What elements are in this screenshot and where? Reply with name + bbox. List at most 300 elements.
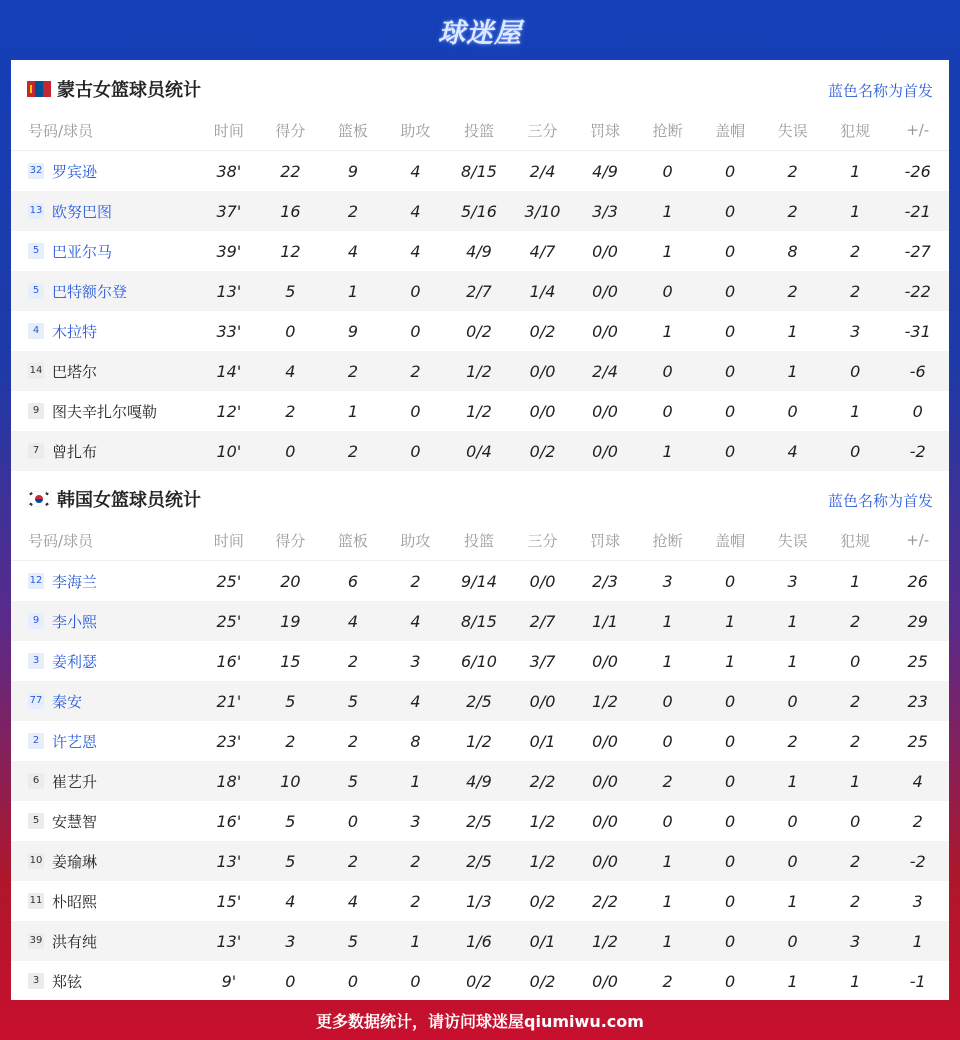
table-row (11, 601, 949, 641)
player-cell (11, 721, 199, 761)
stat-3p: 0/2 (511, 431, 574, 471)
player-cell (11, 801, 199, 841)
stat-time: 23' (216, 731, 242, 751)
stat-pts: 0 (285, 971, 296, 991)
stat-fg: 0/2 (466, 971, 492, 991)
stat-time: 13' (199, 921, 260, 961)
player-name[interactable]: 李海兰 (52, 572, 98, 591)
table-row (11, 881, 949, 921)
stat-tov: 1 (761, 761, 824, 801)
stat-reb: 2 (322, 431, 385, 471)
player-cell (11, 391, 199, 431)
stat-reb: 2 (322, 351, 385, 391)
stat-tov: 0 (761, 841, 824, 881)
jersey-number-badge: 9 (28, 613, 44, 629)
stat-3p: 1/2 (511, 841, 574, 881)
stat-reb: 4 (347, 241, 358, 261)
stat-reb: 1 (347, 401, 358, 421)
column-header-blk: 盖帽 (699, 110, 762, 151)
stat-ft: 1/2 (574, 681, 637, 721)
player-name[interactable]: 木拉特 (52, 322, 98, 341)
stat-reb: 2 (322, 841, 385, 881)
stat-stl: 1 (636, 921, 699, 961)
stat-fg: 1/3 (466, 891, 492, 911)
stat-ft: 0/0 (574, 761, 637, 801)
stat-tov: 0 (761, 921, 824, 961)
player-name: 巴塔尔 (52, 362, 98, 381)
column-header-stl: 抢断 (636, 110, 699, 151)
player-name: 郑铉 (52, 972, 83, 991)
stat-pf: 2 (824, 271, 887, 311)
stat-pm: -1 (909, 971, 926, 991)
player-cell (11, 681, 199, 721)
stat-fg: 2/5 (447, 681, 512, 721)
player-cell (11, 881, 199, 921)
stat-tov: 1 (761, 351, 824, 391)
stat-pm: 26 (907, 571, 928, 591)
stat-ast: 2 (384, 841, 447, 881)
korea-flag-icon (27, 491, 51, 507)
stat-time: 37' (199, 191, 260, 231)
table-row (11, 151, 949, 192)
player-name[interactable]: 李小熙 (52, 612, 98, 631)
stat-pm: -22 (886, 271, 949, 311)
stat-pm: 25 (907, 731, 928, 751)
stat-pm: -27 (904, 241, 931, 261)
stat-fg: 8/15 (461, 161, 497, 181)
stat-3p: 1/4 (511, 271, 574, 311)
column-header-pf: 犯规 (824, 110, 887, 151)
player-name[interactable]: 欧努巴图 (52, 202, 113, 221)
stat-pf: 1 (824, 761, 887, 801)
stat-tov: 0 (787, 811, 798, 831)
stat-ast: 4 (384, 681, 447, 721)
stat-blk: 0 (725, 161, 736, 181)
stat-fg: 0/2 (466, 321, 492, 341)
stat-tov: 4 (761, 431, 824, 471)
stat-reb: 5 (322, 761, 385, 801)
stat-pts: 5 (259, 681, 322, 721)
stat-time: 14' (199, 351, 260, 391)
player-cell (11, 431, 199, 471)
stat-ft: 0/0 (592, 731, 618, 751)
stat-pf: 1 (850, 161, 861, 181)
stat-ast: 3 (410, 811, 421, 831)
stat-tov: 1 (787, 651, 798, 671)
stat-stl: 0 (636, 271, 699, 311)
stat-pm: -6 (886, 351, 949, 391)
jersey-number-badge: 5 (28, 243, 44, 259)
player-cell (11, 191, 199, 231)
stat-3p: 0/2 (529, 321, 556, 341)
stat-ast: 3 (410, 651, 421, 671)
stat-ft: 1/1 (574, 601, 637, 641)
stat-fg: 2/5 (447, 841, 512, 881)
stat-reb: 1 (322, 271, 385, 311)
stat-stl: 0 (662, 731, 673, 751)
player-cell (11, 351, 199, 391)
stat-reb: 2 (347, 731, 358, 751)
stat-ft: 2/3 (592, 571, 618, 591)
stat-pts: 5 (259, 841, 322, 881)
stat-time: 12' (216, 401, 242, 421)
stat-reb: 5 (322, 681, 385, 721)
stat-3p: 2/7 (511, 601, 574, 641)
stat-3p: 0/1 (511, 921, 574, 961)
stat-pm: 25 (907, 651, 928, 671)
stat-ft: 0/0 (574, 271, 637, 311)
starter-note: 蓝色名称为首发 (827, 82, 933, 100)
stat-fg: 1/6 (447, 921, 512, 961)
jersey-number-badge: 3 (28, 653, 44, 669)
stat-pts: 0 (259, 431, 322, 471)
player-name[interactable]: 秦安 (52, 692, 83, 711)
stat-pf: 1 (824, 191, 887, 231)
stat-ast: 2 (384, 351, 447, 391)
stat-pm: 0 (912, 401, 923, 421)
stat-blk: 0 (725, 731, 736, 751)
stat-ft: 0/0 (592, 971, 618, 991)
stat-3p: 0/0 (529, 571, 556, 591)
stat-time: 25' (199, 601, 260, 641)
stat-tov: 1 (761, 601, 824, 641)
stat-time: 33' (216, 321, 242, 341)
stat-time: 13' (199, 841, 260, 881)
stat-tov: 1 (787, 971, 798, 991)
stat-stl: 0 (662, 811, 673, 831)
column-header-ft: 罚球 (574, 110, 637, 151)
player-cell (11, 961, 199, 1001)
stat-blk: 0 (725, 401, 736, 421)
team-title: 蒙古女篮球员统计 (57, 80, 201, 101)
stat-blk: 1 (725, 651, 736, 671)
mongolia-flag-icon (27, 81, 51, 97)
stat-reb: 6 (347, 571, 358, 591)
stat-ft: 0/0 (592, 401, 618, 421)
stat-fg: 0/4 (447, 431, 512, 471)
stats-panel (11, 60, 949, 1000)
stat-pf: 2 (850, 731, 861, 751)
stat-pf: 1 (850, 401, 861, 421)
stat-blk: 0 (699, 921, 762, 961)
player-name: 洪有纯 (52, 932, 98, 951)
player-cell (11, 561, 199, 602)
stat-ft: 0/0 (592, 811, 618, 831)
stat-pf: 2 (824, 841, 887, 881)
stat-fg: 2/7 (447, 271, 512, 311)
stat-blk: 0 (699, 191, 762, 231)
team-title: 韩国女篮球员统计 (57, 490, 201, 511)
stat-3p: 2/4 (529, 161, 556, 181)
column-header-fg: 投篮 (447, 520, 512, 561)
stat-3p: 0/0 (529, 401, 556, 421)
stat-fg: 5/16 (447, 191, 512, 231)
table-row (11, 561, 949, 602)
player-cell (11, 641, 199, 681)
column-header-tov: 失误 (761, 110, 824, 151)
stat-pm: -21 (886, 191, 949, 231)
table-row (11, 921, 949, 961)
stat-pm: 3 (912, 891, 923, 911)
table-row (11, 271, 949, 311)
jersey-number-badge: 5 (28, 283, 44, 299)
stat-pts: 5 (259, 271, 322, 311)
stat-3p: 0/1 (529, 731, 556, 751)
player-name: 安慧智 (52, 812, 98, 831)
stat-time: 9' (221, 971, 237, 991)
table-row (11, 391, 949, 431)
stat-pts: 4 (259, 351, 322, 391)
stat-fg: 4/9 (447, 761, 512, 801)
stat-fg: 1/2 (466, 401, 492, 421)
table-header-row (11, 520, 949, 561)
player-name[interactable]: 姜利瑟 (52, 652, 98, 671)
table-row (11, 681, 949, 721)
stat-time: 15' (216, 891, 242, 911)
stat-blk: 0 (725, 241, 736, 261)
jersey-number-badge: 3 (28, 973, 44, 989)
column-header-pts: 得分 (259, 520, 322, 561)
stat-ast: 4 (410, 161, 421, 181)
column-header-3p: 三分 (511, 110, 574, 151)
jersey-number-badge: 77 (28, 693, 44, 709)
stat-stl: 2 (636, 761, 699, 801)
jersey-number-badge: 11 (28, 893, 44, 909)
stat-pf: 1 (850, 971, 861, 991)
column-header-pf: 犯规 (824, 520, 887, 561)
stat-stl: 1 (662, 321, 673, 341)
stat-ast: 4 (410, 241, 421, 261)
stat-tov: 8 (787, 241, 798, 261)
stat-pf: 2 (850, 891, 861, 911)
player-name: 崔艺升 (52, 772, 98, 791)
stat-pts: 0 (285, 321, 296, 341)
jersey-number-badge: 5 (28, 813, 44, 829)
column-header-blk: 盖帽 (699, 520, 762, 561)
column-header-pm: +/- (886, 110, 949, 151)
stat-pf: 2 (850, 241, 861, 261)
stat-pm: 23 (886, 681, 949, 721)
stat-blk: 0 (699, 681, 762, 721)
stat-ft: 2/4 (574, 351, 637, 391)
table-row (11, 841, 949, 881)
table-row (11, 231, 949, 271)
stat-blk: 0 (699, 271, 762, 311)
player-cell (11, 841, 199, 881)
stat-tov: 1 (787, 891, 798, 911)
stat-blk: 0 (699, 841, 762, 881)
table-row (11, 641, 949, 681)
stat-ft: 4/9 (592, 161, 618, 181)
player-cell (11, 231, 199, 271)
column-header-reb: 篮板 (322, 520, 385, 561)
stat-stl: 1 (662, 651, 673, 671)
stat-ast: 8 (410, 731, 421, 751)
column-header-time: 时间 (199, 520, 260, 561)
stat-tov: 2 (761, 191, 824, 231)
stat-fg: 8/15 (447, 601, 512, 641)
stat-reb: 0 (347, 811, 358, 831)
column-header-ft: 罚球 (574, 520, 637, 561)
stat-fg: 4/9 (466, 241, 492, 261)
stat-pm: -31 (904, 321, 931, 341)
stat-ast: 0 (410, 971, 421, 991)
stat-pf: 0 (850, 651, 861, 671)
stat-ft: 0/0 (574, 841, 637, 881)
column-header-pm: +/- (886, 520, 949, 561)
stat-blk: 0 (725, 811, 736, 831)
stat-ast: 1 (384, 761, 447, 801)
jersey-number-badge: 7 (28, 443, 44, 459)
stat-pts: 12 (280, 241, 301, 261)
stat-stl: 1 (636, 431, 699, 471)
stat-time: 21' (199, 681, 260, 721)
stat-blk: 1 (699, 601, 762, 641)
stat-time: 16' (216, 651, 242, 671)
stat-pf: 3 (850, 321, 861, 341)
stat-fg: 9/14 (461, 571, 497, 591)
player-name: 曾扎布 (52, 442, 98, 461)
jersey-number-badge: 4 (28, 323, 44, 339)
brand-logo: 球迷屋 (438, 17, 522, 49)
stat-ast: 0 (384, 431, 447, 471)
column-header-player: 号码/球员 (11, 520, 199, 561)
stat-stl: 0 (636, 351, 699, 391)
stat-ft: 0/0 (592, 241, 618, 261)
table-header-row (11, 110, 949, 151)
stat-ast: 0 (410, 321, 421, 341)
player-name: 图夫辛扎尔嘎勒 (52, 402, 158, 421)
stat-ast: 1 (384, 921, 447, 961)
stat-stl: 3 (662, 571, 673, 591)
jersey-number-badge: 39 (28, 933, 44, 949)
player-cell (11, 921, 199, 961)
player-name: 朴昭熙 (52, 892, 98, 911)
stat-ft: 2/2 (592, 891, 618, 911)
stat-blk: 0 (699, 761, 762, 801)
stat-time: 25' (216, 571, 242, 591)
player-name[interactable]: 许艺恩 (52, 732, 98, 751)
stat-tov: 2 (787, 731, 798, 751)
stat-reb: 4 (322, 601, 385, 641)
stat-blk: 0 (725, 971, 736, 991)
player-name[interactable]: 巴亚尔马 (52, 242, 113, 261)
stat-fg: 1/2 (466, 731, 492, 751)
column-header-tov: 失误 (761, 520, 824, 561)
stat-tov: 0 (761, 681, 824, 721)
stat-reb: 0 (347, 971, 358, 991)
stat-ft: 0/0 (592, 321, 618, 341)
stat-stl: 2 (662, 971, 673, 991)
stat-pts: 19 (259, 601, 322, 641)
stat-pm: -2 (886, 841, 949, 881)
stat-pm: 2 (912, 811, 923, 831)
table-row (11, 961, 949, 1001)
stat-fg: 2/5 (466, 811, 492, 831)
stat-ast: 4 (384, 601, 447, 641)
stat-ast: 0 (410, 401, 421, 421)
footer-link-text[interactable]: 更多数据统计，请访问球迷屋qiumiwu.com (316, 1011, 644, 1031)
stat-time: 16' (216, 811, 242, 831)
stat-ft: 1/2 (574, 921, 637, 961)
stat-tov: 1 (787, 321, 798, 341)
stat-tov: 2 (787, 161, 798, 181)
stat-pm: -26 (904, 161, 931, 181)
stat-fg: 6/10 (461, 651, 497, 671)
stat-blk: 0 (725, 321, 736, 341)
table-row (11, 351, 949, 391)
table-row (11, 431, 949, 471)
column-header-pts: 得分 (259, 110, 322, 151)
jersey-number-badge: 12 (28, 573, 44, 589)
jersey-number-badge: 2 (28, 733, 44, 749)
stat-pf: 2 (824, 601, 887, 641)
stat-stl: 0 (662, 401, 673, 421)
stat-pf: 2 (824, 681, 887, 721)
column-header-player: 号码/球员 (11, 110, 199, 151)
starter-note: 蓝色名称为首发 (827, 492, 933, 510)
stat-3p: 3/10 (511, 191, 574, 231)
stat-reb: 5 (322, 921, 385, 961)
stat-pts: 20 (280, 571, 301, 591)
jersey-number-badge: 13 (28, 203, 44, 219)
table-row (11, 721, 949, 761)
column-header-3p: 三分 (511, 520, 574, 561)
stat-blk: 0 (725, 891, 736, 911)
stat-time: 39' (216, 241, 242, 261)
stat-pf: 1 (850, 571, 861, 591)
stat-pts: 2 (285, 731, 296, 751)
player-cell (11, 311, 199, 351)
stat-tov: 2 (761, 271, 824, 311)
stat-ast: 2 (410, 891, 421, 911)
stat-ft: 0/0 (574, 431, 637, 471)
stat-3p: 3/7 (529, 651, 556, 671)
stat-ast: 0 (384, 271, 447, 311)
stat-reb: 2 (347, 651, 358, 671)
stat-ast: 4 (384, 191, 447, 231)
stat-pf: 0 (850, 811, 861, 831)
stat-stl: 1 (636, 841, 699, 881)
stat-time: 38' (216, 161, 242, 181)
stat-reb: 9 (347, 161, 358, 181)
stat-stl: 1 (662, 241, 673, 261)
stat-3p: 0/0 (511, 351, 574, 391)
jersey-number-badge: 14 (28, 363, 44, 379)
footer-banner[interactable] (0, 1000, 960, 1040)
stat-fg: 1/2 (447, 351, 512, 391)
stat-pts: 16 (259, 191, 322, 231)
player-stats-table (11, 520, 949, 1001)
stat-pts: 2 (285, 401, 296, 421)
stat-ast: 2 (410, 571, 421, 591)
column-header-fg: 投篮 (447, 110, 512, 151)
player-name: 姜瑜琳 (52, 852, 98, 871)
stat-3p: 1/2 (529, 811, 556, 831)
stat-blk: 0 (725, 571, 736, 591)
stat-pts: 3 (259, 921, 322, 961)
table-row (11, 761, 949, 801)
stat-pf: 3 (824, 921, 887, 961)
player-name[interactable]: 罗宾逊 (52, 162, 98, 181)
jersey-number-badge: 32 (28, 163, 44, 179)
player-name[interactable]: 巴特额尔登 (52, 282, 128, 301)
stat-blk: 0 (699, 431, 762, 471)
column-header-stl: 抢断 (636, 520, 699, 561)
stat-ft: 0/0 (592, 651, 618, 671)
stat-3p: 0/2 (529, 971, 556, 991)
stat-pm: 4 (886, 761, 949, 801)
